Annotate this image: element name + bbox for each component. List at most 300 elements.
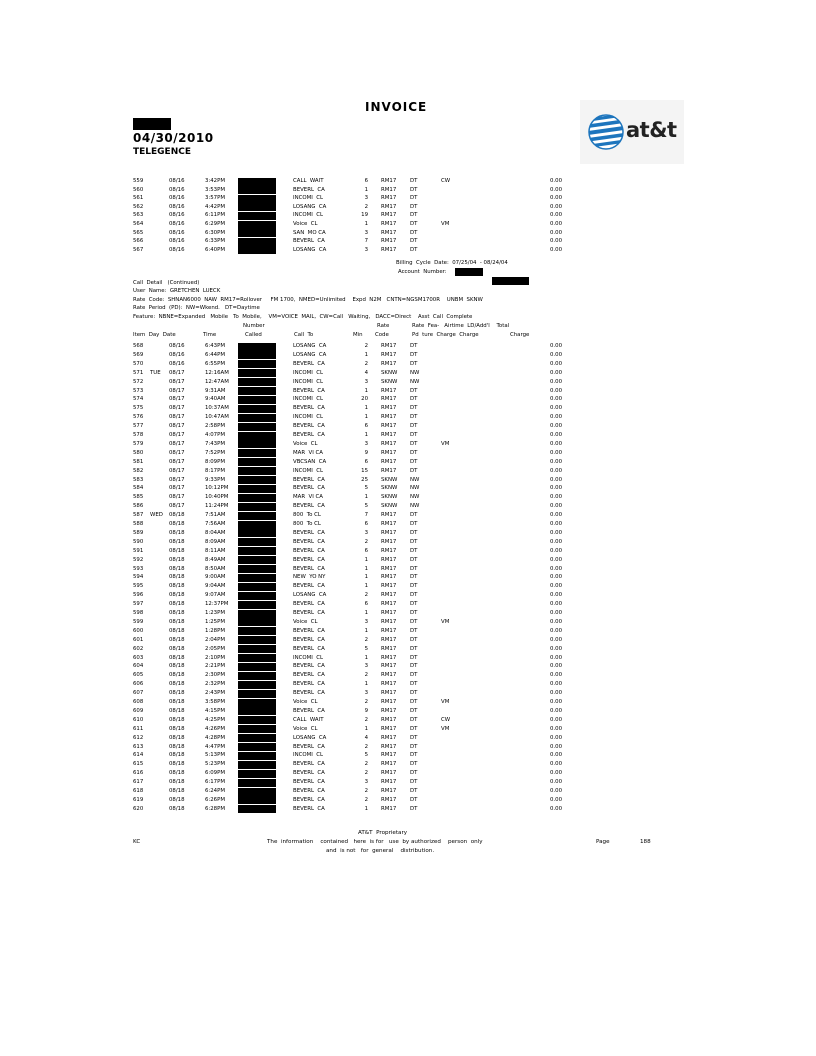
- minutes: 3: [364, 229, 368, 236]
- call-date: 08/18: [169, 512, 185, 519]
- table-row: [0, 476, 816, 485]
- redacted-number: [238, 432, 276, 440]
- item-number: 586: [133, 503, 144, 510]
- table-row: [0, 600, 816, 609]
- call-time: 2:10PM: [205, 654, 226, 661]
- footer-notice-line1: The information contained here is for use by authorized person only: [267, 839, 483, 845]
- rate-code: RM17: [381, 423, 397, 430]
- table-row: [0, 395, 816, 404]
- item-number: 579: [133, 440, 144, 447]
- total-charge: 0.00: [550, 229, 563, 236]
- redacted-number: [238, 458, 276, 466]
- minutes: 1: [364, 351, 368, 358]
- item-number: 581: [133, 458, 144, 465]
- item-number: 602: [133, 645, 144, 652]
- redacted-number: [238, 186, 276, 194]
- rate-code: RM17: [381, 672, 397, 679]
- table-row: [0, 573, 816, 582]
- billing-cycle: Billing Cycle Date: 07/25/04 - 08/24/04: [396, 260, 508, 266]
- total-charge: 0.00: [550, 601, 563, 608]
- redacted-number: [238, 238, 276, 246]
- redacted-number: [238, 574, 276, 582]
- redacted-number: [238, 476, 276, 484]
- redacted-number: [238, 212, 276, 220]
- table-row: [0, 511, 816, 520]
- minutes: 5: [364, 503, 368, 510]
- item-number: 573: [133, 387, 144, 394]
- redacted-number: [238, 494, 276, 502]
- call-time: 2:30PM: [205, 672, 226, 679]
- rate-period: DT: [410, 690, 418, 697]
- call-time: 9:31AM: [205, 387, 226, 394]
- call-to: LOSANG CA: [293, 592, 327, 599]
- call-date: 08/17: [169, 423, 185, 430]
- rate-period: NW: [410, 494, 420, 501]
- total-charge: 0.00: [550, 556, 563, 563]
- item-number: 574: [133, 396, 144, 403]
- table-row: [0, 769, 816, 778]
- minutes: 3: [364, 690, 368, 697]
- rate-code: RM17: [381, 396, 397, 403]
- table-row: [0, 787, 816, 796]
- call-time: 6:40PM: [205, 246, 226, 253]
- rate-period: DT: [410, 565, 418, 572]
- invoice-date: 04/30/2010: [133, 131, 214, 145]
- item-number: 582: [133, 467, 144, 474]
- item-number: 589: [133, 529, 144, 536]
- rate-code: RM17: [381, 449, 397, 456]
- minutes: 3: [364, 378, 368, 385]
- minutes: 1: [364, 681, 368, 688]
- call-time: 2:58PM: [205, 423, 226, 430]
- rate-code: RM17: [381, 725, 397, 732]
- call-time: 4:07PM: [205, 432, 226, 438]
- footer-notice-line2: and is not for general distribution.: [326, 848, 435, 854]
- call-time: 10:47AM: [205, 414, 229, 421]
- call-date: 08/18: [169, 592, 185, 599]
- table-row: [0, 493, 816, 502]
- rate-period: DT: [410, 734, 418, 741]
- call-date: 08/17: [169, 405, 185, 412]
- footer-code: KC: [133, 839, 141, 845]
- call-to: BEVERL CA: [293, 796, 325, 803]
- total-charge: 0.00: [550, 565, 563, 572]
- table-row: [0, 404, 816, 413]
- call-to: BEVERL CA: [293, 405, 325, 412]
- call-date: 08/18: [169, 636, 185, 643]
- minutes: 3: [364, 246, 368, 253]
- redacted-number: [238, 351, 276, 359]
- call-time: 2:21PM: [205, 663, 226, 670]
- total-charge: 0.00: [550, 645, 563, 652]
- table-row: [0, 689, 816, 698]
- call-time: 8:09PM: [205, 458, 226, 465]
- rate-period: DT: [410, 229, 418, 236]
- rate-code: RM17: [381, 761, 397, 768]
- minutes: 19: [361, 212, 368, 219]
- rate-code: RM17: [381, 734, 397, 741]
- call-date: 08/17: [169, 440, 185, 447]
- call-date: 08/16: [169, 343, 185, 349]
- rate-period: DT: [410, 805, 418, 812]
- call-time: 4:42PM: [205, 203, 226, 210]
- redacted-number: [238, 343, 276, 351]
- total-charge: 0.00: [550, 503, 563, 510]
- call-date: 08/17: [169, 369, 185, 376]
- minutes: 25: [361, 476, 368, 483]
- call-date: 08/18: [169, 725, 185, 732]
- rate-period: DT: [410, 449, 418, 456]
- call-time: 4:26PM: [205, 725, 226, 732]
- col-header-called: Called: [245, 332, 262, 338]
- call-time: 12:37PM: [205, 601, 229, 608]
- call-time: 6:28PM: [205, 805, 226, 812]
- call-date: 08/18: [169, 654, 185, 661]
- call-time: 9:00AM: [205, 574, 226, 581]
- redacted-number: [238, 195, 276, 203]
- total-charge: 0.00: [550, 805, 563, 812]
- footer-page-label: Page: [596, 839, 610, 845]
- call-date: 08/17: [169, 467, 185, 474]
- total-charge: 0.00: [550, 574, 563, 581]
- table-row: [0, 645, 816, 654]
- redacted-number: [238, 503, 276, 511]
- redacted-number: [238, 663, 276, 671]
- minutes: 2: [364, 788, 368, 794]
- call-date: 08/16: [169, 351, 185, 358]
- call-to: LOSANG CA: [293, 734, 327, 741]
- item-number: 599: [133, 618, 144, 625]
- minutes: 3: [364, 440, 368, 447]
- minutes: 2: [364, 743, 368, 750]
- table-row: [0, 796, 816, 805]
- minutes: 1: [364, 556, 368, 563]
- call-to: SAN MO CA: [293, 229, 326, 236]
- call-to: 800 To CL: [293, 512, 321, 519]
- rate-period: DT: [410, 725, 418, 732]
- call-date: 08/18: [169, 779, 185, 786]
- table-row: [0, 246, 816, 255]
- redacted-number: [238, 414, 276, 422]
- minutes: 6: [364, 423, 368, 430]
- call-to: INCOMI CL: [293, 396, 324, 403]
- redacted-number: [238, 378, 276, 386]
- rate-code: RM17: [381, 529, 397, 536]
- rate-period: DT: [410, 440, 418, 447]
- call-to: BEVERL CA: [293, 761, 325, 768]
- call-to: BEVERL CA: [293, 360, 325, 367]
- call-date: 08/18: [169, 618, 185, 625]
- item-number: 612: [133, 734, 144, 741]
- table-row: [0, 778, 816, 787]
- rate-period: DT: [410, 716, 418, 723]
- total-charge: 0.00: [550, 432, 563, 438]
- total-charge: 0.00: [550, 663, 563, 670]
- call-to: LOSANG CA: [293, 351, 327, 358]
- redacted-number: [238, 538, 276, 546]
- rate-code: RM17: [381, 645, 397, 652]
- total-charge: 0.00: [550, 788, 563, 794]
- redacted-number: [238, 645, 276, 653]
- minutes: 6: [364, 547, 368, 554]
- col-header-min: Min: [353, 332, 363, 338]
- col-header-rate-fea: Rate Fea- Airtime LD/Add'l Total: [412, 323, 510, 329]
- call-to: LOSANG CA: [293, 203, 327, 210]
- redacted-number: [238, 360, 276, 368]
- call-time: 6:33PM: [205, 238, 226, 245]
- footer-page-number: 188: [640, 839, 651, 845]
- call-to: BEVERL CA: [293, 663, 325, 670]
- item-number: 604: [133, 663, 144, 670]
- redacted-number: [238, 690, 276, 698]
- item-number: 592: [133, 556, 144, 563]
- call-date: 08/17: [169, 494, 185, 501]
- total-charge: 0.00: [550, 449, 563, 456]
- rate-code: SKNW: [381, 494, 398, 501]
- redacted-number: [238, 556, 276, 564]
- call-time: 2:43PM: [205, 690, 226, 697]
- rate-period: DT: [410, 178, 418, 184]
- rate-period: NW: [410, 378, 420, 385]
- call-date: 08/18: [169, 805, 185, 812]
- item-number: 583: [133, 476, 144, 483]
- call-to: BEVERL CA: [293, 645, 325, 652]
- table-row: [0, 431, 816, 440]
- rate-code: RM17: [381, 405, 397, 412]
- invoice-title: INVOICE: [365, 100, 428, 114]
- call-to: BEVERL CA: [293, 423, 325, 430]
- call-date: 08/17: [169, 476, 185, 483]
- minutes: 3: [364, 529, 368, 536]
- rate-period: NW: [410, 485, 420, 492]
- total-charge: 0.00: [550, 734, 563, 741]
- rate-code: RM17: [381, 699, 397, 705]
- table-row: [0, 422, 816, 431]
- redacted-number: [238, 743, 276, 751]
- call-date: 08/18: [169, 690, 185, 697]
- minutes: 1: [364, 405, 368, 412]
- total-charge: 0.00: [550, 494, 563, 501]
- call-to: BEVERL CA: [293, 565, 325, 572]
- item-number: 560: [133, 186, 144, 193]
- col-header-charge: Charge: [510, 332, 530, 338]
- redacted-number: [238, 654, 276, 662]
- call-time: 1:25PM: [205, 618, 226, 625]
- call-time: 5:23PM: [205, 761, 226, 768]
- call-time: 8:09AM: [205, 538, 226, 545]
- call-to: BEVERL CA: [293, 681, 325, 688]
- total-charge: 0.00: [550, 796, 563, 803]
- call-time: 11:24PM: [205, 503, 229, 510]
- call-to: BEVERL CA: [293, 601, 325, 608]
- call-date: 08/16: [169, 221, 185, 227]
- call-time: 2:04PM: [205, 636, 226, 643]
- total-charge: 0.00: [550, 610, 563, 616]
- minutes: 20: [361, 396, 368, 403]
- call-time: 4:47PM: [205, 743, 226, 750]
- call-to: BEVERL CA: [293, 672, 325, 679]
- redacted-number: [238, 610, 276, 618]
- feature-code: CW: [441, 178, 451, 184]
- rate-period: DT: [410, 246, 418, 253]
- redacted-number: [238, 583, 276, 591]
- table-row: [0, 609, 816, 618]
- call-date: 08/18: [169, 627, 185, 634]
- call-date: 08/17: [169, 503, 185, 510]
- minutes: 2: [364, 343, 368, 349]
- call-time: 8:17PM: [205, 467, 226, 474]
- redacted-number: [238, 467, 276, 475]
- rate-period: DT: [410, 238, 418, 245]
- rate-code: RM17: [381, 458, 397, 465]
- call-to: MAR VI CA: [293, 494, 323, 501]
- rate-period: DT: [410, 351, 418, 358]
- rate-code: RM17: [381, 186, 397, 193]
- rate-period: DT: [410, 556, 418, 563]
- rate-code: RM17: [381, 752, 397, 759]
- feature-code: VM: [441, 440, 450, 447]
- call-to: BEVERL CA: [293, 690, 325, 697]
- table-row: [0, 760, 816, 769]
- table-row: [0, 520, 816, 529]
- rate-code: RM17: [381, 770, 397, 777]
- call-date: 08/18: [169, 743, 185, 750]
- table-row: [0, 662, 816, 671]
- rate-period-legend: Rate Period (PD): NW=Wkend. DT=Daytime: [133, 305, 260, 311]
- call-date: 08/18: [169, 521, 185, 527]
- rate-code: RM17: [381, 440, 397, 447]
- rate-period: DT: [410, 423, 418, 430]
- call-date: 08/18: [169, 601, 185, 608]
- call-time: 7:56AM: [205, 521, 226, 527]
- rate-code: RM17: [381, 246, 397, 253]
- redacted-number: [238, 627, 276, 635]
- call-to: Voice CL: [293, 725, 318, 732]
- redacted-number: [238, 405, 276, 413]
- rate-code: RM17: [381, 351, 397, 358]
- rate-code: RM17: [381, 592, 397, 599]
- call-to: BEVERL CA: [293, 627, 325, 634]
- call-to: BEVERL CA: [293, 636, 325, 643]
- minutes: 7: [364, 512, 368, 519]
- call-to: VBCSAN CA: [293, 458, 327, 465]
- user-name: User Name: GRETCHEN LUECK: [133, 288, 221, 294]
- rate-period: DT: [410, 761, 418, 768]
- feature-code: VM: [441, 699, 450, 705]
- minutes: 3: [364, 779, 368, 786]
- call-time: 6:11PM: [205, 212, 226, 219]
- call-day: WED: [150, 512, 163, 519]
- rate-code: RM17: [381, 547, 397, 554]
- total-charge: 0.00: [550, 178, 563, 184]
- item-number: 596: [133, 592, 144, 599]
- table-row: [0, 582, 816, 591]
- rate-code: RM17: [381, 195, 397, 202]
- table-row: [0, 556, 816, 565]
- rate-period: DT: [410, 618, 418, 625]
- redacted-number: [238, 246, 276, 254]
- item-number: 597: [133, 601, 144, 608]
- total-charge: 0.00: [550, 195, 563, 202]
- item-number: 617: [133, 779, 144, 786]
- redacted-number: [238, 636, 276, 644]
- rate-period: DT: [410, 396, 418, 403]
- call-to: INCOMI CL: [293, 378, 324, 385]
- rate-period: DT: [410, 788, 418, 794]
- rate-code: RM17: [381, 779, 397, 786]
- minutes: 1: [364, 610, 368, 616]
- redacted-header-box: [133, 118, 171, 130]
- rate-period: NW: [410, 503, 420, 510]
- call-date: 08/16: [169, 203, 185, 210]
- table-row: [0, 360, 816, 369]
- redacted-number: [238, 547, 276, 555]
- total-charge: 0.00: [550, 761, 563, 768]
- call-to: BEVERL CA: [293, 805, 325, 812]
- total-charge: 0.00: [550, 752, 563, 759]
- call-date: 08/17: [169, 378, 185, 385]
- call-date: 08/18: [169, 716, 185, 723]
- feature-code: VM: [441, 618, 450, 625]
- table-row: [0, 627, 816, 636]
- rate-period: DT: [410, 645, 418, 652]
- footer-proprietary: AT&T Proprietary: [358, 830, 408, 836]
- call-time: 8:11AM: [205, 547, 226, 554]
- redacted-number: [238, 761, 276, 769]
- item-number: 607: [133, 690, 144, 697]
- rate-period: DT: [410, 779, 418, 786]
- call-to: INCOMI CL: [293, 414, 324, 421]
- item-number: 609: [133, 707, 144, 714]
- rate-period: DT: [410, 699, 418, 705]
- call-time: 7:52PM: [205, 449, 226, 456]
- item-number: 585: [133, 494, 144, 501]
- account-number-label: Account Number:: [398, 269, 447, 275]
- redacted-number: [238, 601, 276, 609]
- minutes: 3: [364, 618, 368, 625]
- att-logo-text: at&t: [626, 118, 677, 142]
- call-date: 08/18: [169, 796, 185, 803]
- item-number: 608: [133, 699, 144, 705]
- call-to: BEVERL CA: [293, 529, 325, 536]
- rate-code: RM17: [381, 681, 397, 688]
- call-date: 08/18: [169, 583, 185, 590]
- minutes: 4: [364, 734, 368, 741]
- minutes: 6: [364, 521, 368, 527]
- call-date: 08/18: [169, 770, 185, 777]
- call-time: 3:53PM: [205, 186, 226, 193]
- call-to: INCOMI CL: [293, 369, 324, 376]
- item-number: 591: [133, 547, 144, 554]
- redacted-number: [238, 229, 276, 237]
- rate-code: RM17: [381, 618, 397, 625]
- table-row: [0, 449, 816, 458]
- table-row: [0, 467, 816, 476]
- rate-period: DT: [410, 414, 418, 421]
- total-charge: 0.00: [550, 681, 563, 688]
- total-charge: 0.00: [550, 396, 563, 403]
- call-to: INCOMI CL: [293, 654, 324, 661]
- call-to: MAR VI CA: [293, 449, 323, 456]
- total-charge: 0.00: [550, 529, 563, 536]
- minutes: 1: [364, 414, 368, 421]
- call-date: 08/18: [169, 556, 185, 563]
- total-charge: 0.00: [550, 485, 563, 492]
- rate-period: DT: [410, 221, 418, 227]
- redacted-number: [238, 788, 276, 796]
- redacted-number: [238, 752, 276, 760]
- call-date: 08/18: [169, 574, 185, 581]
